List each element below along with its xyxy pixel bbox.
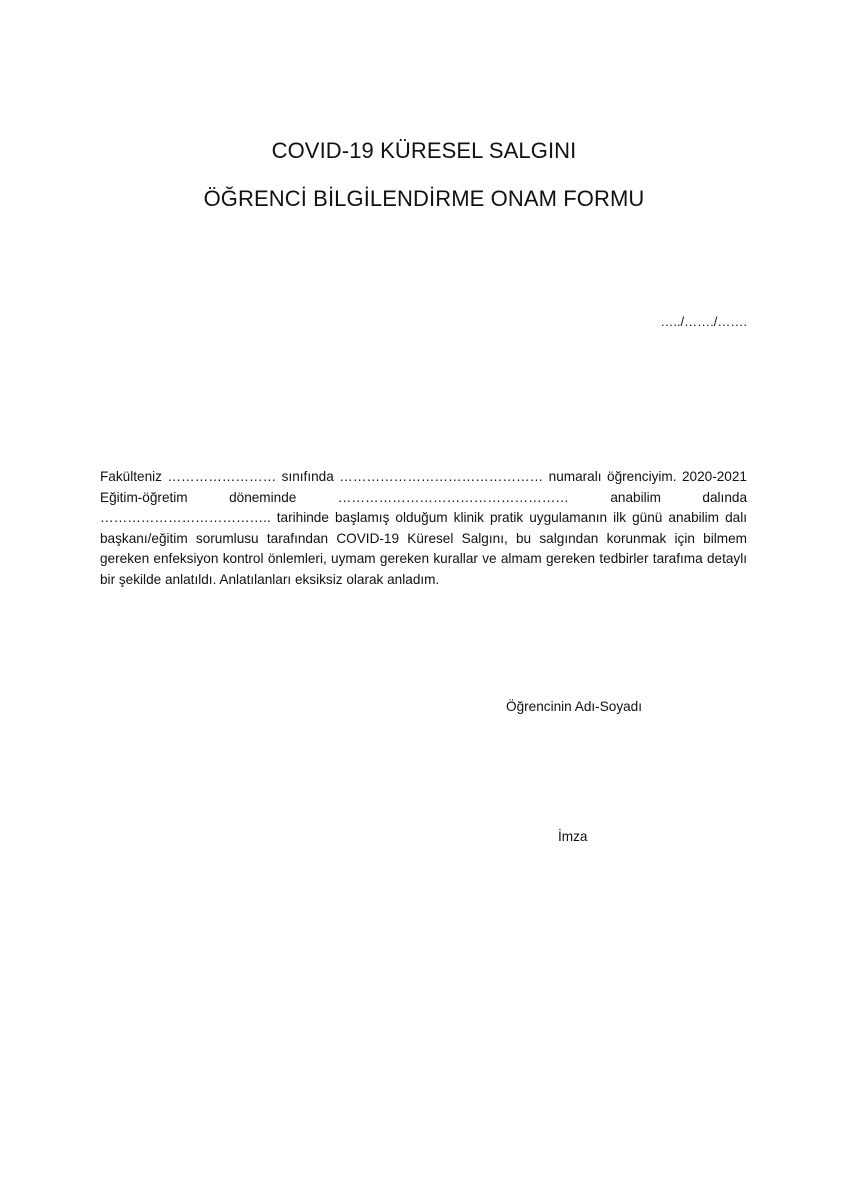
signature-label: İmza bbox=[558, 829, 588, 844]
consent-body bbox=[100, 467, 747, 591]
form-title-line1: COVID-19 KÜRESEL SALGINI bbox=[271, 138, 577, 163]
date-placeholder: …../……./……. bbox=[660, 314, 747, 329]
consent-paragraph: Fakülteniz …………………… sınıfında ……………………………………… numaralı öğrenciyim. 2020-2021 Eğitim-öğretim döneminde …………………………………………… anabilim dalında ……………………………….. tarihinde başlamış olduğum klinik pratik uygulamanın ilk günü anabilim dalı başkanı/eğitim sorumlusu tarafından COVID-19 Küresel Salgını, bu salgından korunmak için bilmem gereken enfeksiyon kontrol önlemleri, uymam gereken kurallar ve almam gereken tedbirler tarafıma detaylı bir şekilde anlatıldı. Anlatılanları eksiksiz olarak anladım. bbox=[100, 469, 747, 587]
student-name-label: Öğrencinin Adı-Soyadı bbox=[506, 699, 643, 714]
form-title-line2: ÖĞRENCİ BİLGİLENDİRME ONAM FORMU bbox=[203, 186, 645, 211]
